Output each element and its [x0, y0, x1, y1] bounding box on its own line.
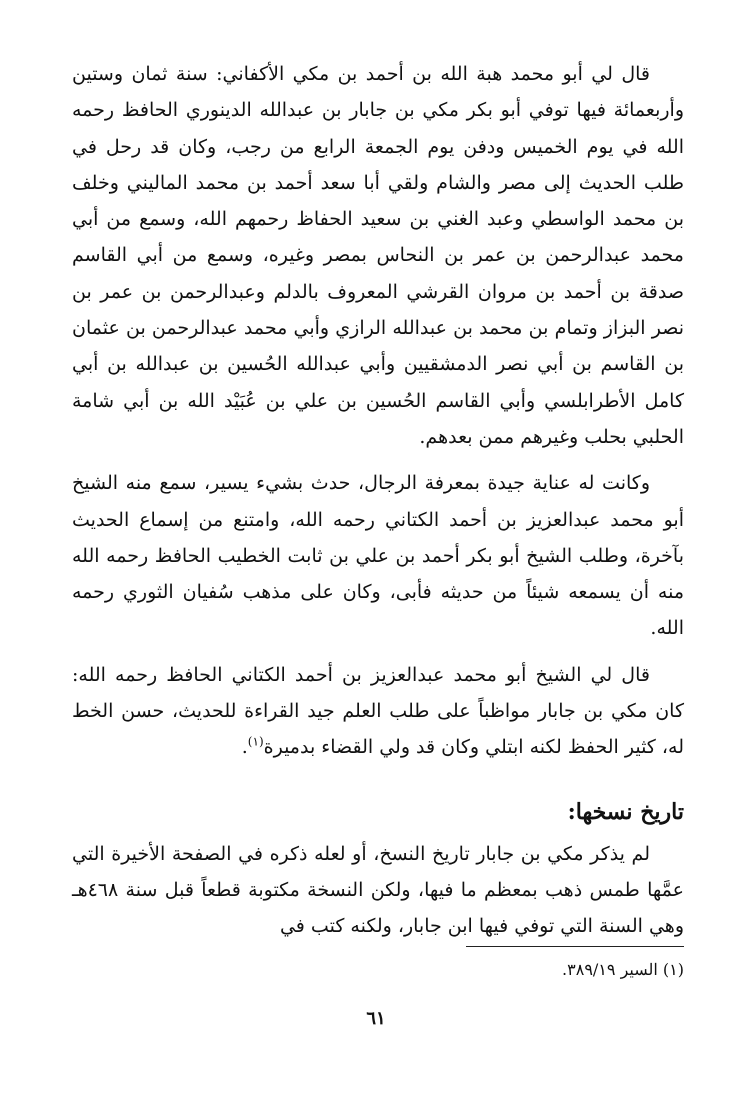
- footnote-reference: (١): [247, 735, 264, 750]
- paragraph-1: قال لي أبو محمد هبة الله بن أحمد بن مكي الأكفاني: سنة ثمان وستين وأربعمائة فيها توفي أبو بكر مكي بن جابار بن عبدالله الدينوري الحافظ رحمه الله في يوم الخميس ودفن يوم الجمعة الرابع من رجب، وكان قد رحل في طلب الحديث إلى مصر والشام ولقي أبا سعد أحمد بن محمد الماليني وخلف بن محمد الواسطي وعبد الغني بن سعيد الحفاظ رحمهم الله، وسمع من أبي محمد عبدالرحمن بن عمر بن النحاس بمصر وغيره، وسمع من أبي القاسم صدقة بن أحمد بن مروان القرشي المعروف بالدلم وعبدالرحمن بن عمر بن نصر البزاز وتمام بن محمد بن عبدالله الرازي وأبي محمد عبدالرحمن بن عثمان بن القاسم بن أبي نصر الدمشقيين وأبي عبدالله الحُسين بن عبدالله بن أبي كامل الأطرابلسي وأبي القاسم الحُسين بن علي بن عُبَيْد الله بن أبي شامة الحلبي بحلب وغيرهم ممن بعدهم.: [72, 63, 684, 448]
- paragraph-3-text: قال لي الشيخ أبو محمد عبدالعزيز بن أحمد الكتاني الحافظ رحمه الله: كان مكي بن جابار مواظباً على طلب العلم جيد القراءة للحديث، حسن الخط له، كثير الحفظ لكنه ابتلي وكان قد ولي القضاء بدميرة: [72, 663, 684, 759]
- footnote: (١) السير ٣٨٩/١٩.: [562, 960, 684, 979]
- paragraph-gap: [72, 647, 684, 657]
- paragraph-gap: [72, 455, 684, 465]
- footnote-divider: [466, 946, 684, 947]
- paragraph-3-end: .: [241, 736, 248, 759]
- paragraph-2: وكانت له عناية جيدة بمعرفة الرجال، حدث بشيء يسير، سمع منه الشيخ أبو محمد عبدالعزيز بن أحمد الكتاني رحمه الله، وامتنع من إسماع الحديث بآخرة، وطلب الشيخ أبو بكر أحمد بن علي بن ثابت الخطيب الحافظ رحمه الله منه أن يسمعه شيئاً من حديثه فأبى، وكان على مذهب سُفيان الثوري رحمه الله.: [72, 472, 684, 640]
- document-body: [72, 56, 684, 945]
- paragraph-3: [72, 657, 684, 766]
- page-number: ٦١: [366, 1008, 386, 1029]
- paragraph-4: لم يذكر مكي بن جابار تاريخ النسخ، أو لعله ذكره في الصفحة الأخيرة التي عمَّها طمس ذهب بمعظم ما فيها، ولكن النسخة مكتوبة قطعاً قبل سنة ٤٦٨هـ وهي السنة التي توفي فيها ابن جابار، ولكنه كتب في: [72, 842, 684, 938]
- section-heading: تاريخ نسخها:: [567, 798, 684, 825]
